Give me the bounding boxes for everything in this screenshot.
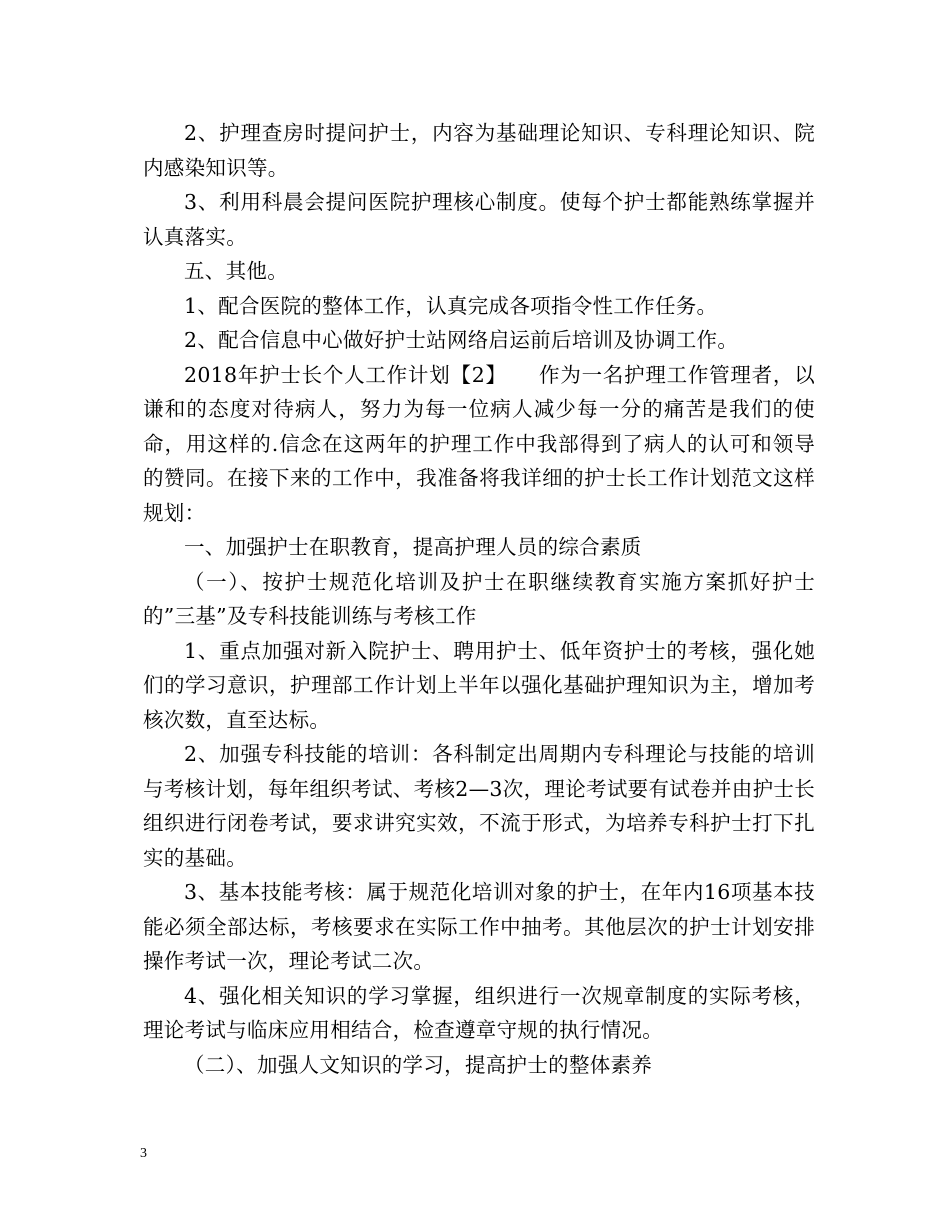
page-number: 3 — [140, 1146, 147, 1161]
paragraph: 3、基本技能考核：属于规范化培训对象的护士，在年内16项基本技能必须全部达标，考核要求在实际工作中抽考。其他层次的护士计划安排操作考试一次，理论考试二次。 — [143, 880, 815, 973]
paragraph: 1、重点加强对新入院护士、聘用护士、低年资护士的考核，强化她们的学习意识，护理部工作计划上半年以强化基础护理知识为主，增加考核次数，直至达标。 — [143, 638, 815, 732]
paragraph: 4、强化相关知识的学习掌握，组织进行一次规章制度的实际考核，理论考试与临床应用相结合，检查遵章守规的执行情况。 — [143, 983, 815, 1042]
section-heading: 一、加强护士在职教育，提高护理人员的综合素质 — [184, 535, 642, 559]
paragraph: 3、利用科晨会提问医院护理核心制度。使每个护士都能熟练掌握并认真落实。 — [143, 190, 815, 249]
paragraph: 2、护理查房时提问护士，内容为基础理论知识、专科理论知识、院内感染知识等。 — [143, 121, 815, 180]
subsection-heading: （二）、加强人文知识的学习，提高护士的整体素养 — [184, 1052, 653, 1077]
subsection-heading: （一）、按护士规范化培训及护士在职继续教育实施方案抓好护士的”三基”及专科技能训练与考核工作 — [143, 569, 815, 628]
paragraph: 2、加强专科技能的培训：各科制定出周期内专科理论与技能的培训与考核计划，每年组织考试、考核2—3次，理论考试要有试卷并由护士长组织进行闭卷考试，要求讲究实效，不流于形式，为培养专科护士打下扎实的基础。 — [143, 742, 815, 870]
section-heading: 五、其他。 — [184, 259, 288, 283]
paragraph: 1、配合医院的整体工作，认真完成各项指令性工作任务。 — [184, 293, 718, 318]
document-body — [143, 116, 815, 1082]
paragraph: 2、配合信息中心做好护士站网络启运前后培训及协调工作。 — [184, 328, 739, 352]
paragraph: 2018年护士长个人工作计划【2】 作为一名护理工作管理者，以谦和的态度对待病人，努力为每一位病人减少每一分的痛苦是我们的使命，用这样的.信念在这两年的护理工作中我部得到了病人的认可和领导的赞同。在接下来的工作中，我准备将我详细的护士长工作计划范文这样规划： — [143, 362, 815, 525]
